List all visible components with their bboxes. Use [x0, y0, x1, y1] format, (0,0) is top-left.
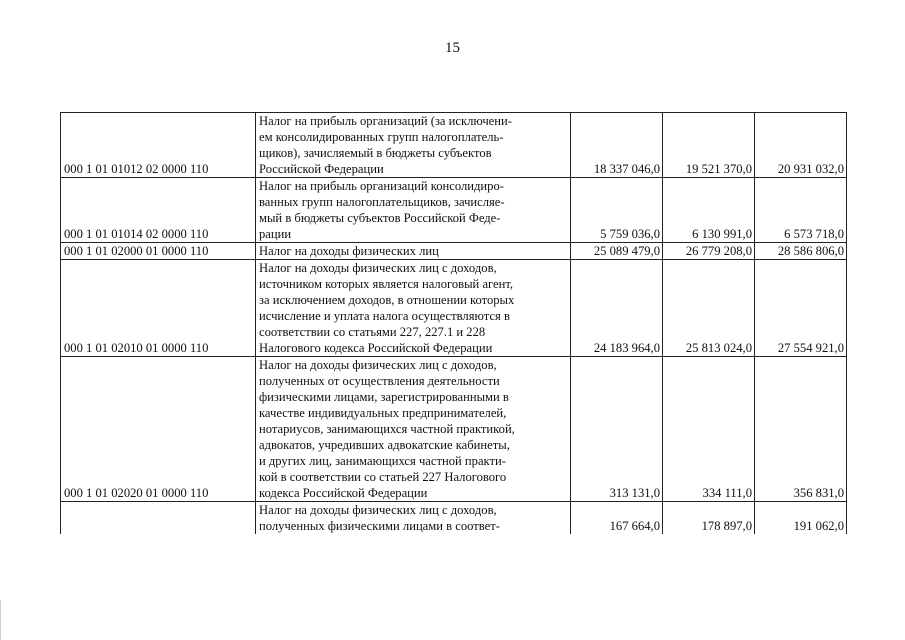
name-line: за исключением доходов, в отношении которых — [259, 293, 515, 307]
name-line: кодекса Российской Федерации — [259, 486, 428, 500]
name-line: адвокатов, учредивших адвокатские кабинеты, — [259, 438, 510, 452]
name-line: Налогового кодекса Российской Федерации — [259, 341, 493, 355]
amount-year-2: 6 130 991,0 — [663, 178, 755, 243]
revenue-code: 000 1 01 02000 01 0000 110 — [61, 243, 256, 260]
table-row — [61, 260, 847, 357]
name-line: Налог на прибыль организаций (за исключени- — [259, 114, 512, 128]
table-row — [61, 357, 847, 502]
revenue-name — [256, 260, 571, 357]
amount-year-3: 6 573 718,0 — [755, 178, 847, 243]
table-row — [61, 502, 847, 535]
revenue-code: 000 1 01 01012 02 0000 110 — [61, 113, 256, 178]
revenue-name — [256, 113, 571, 178]
amount-year-3: 191 062,0 — [755, 502, 847, 535]
table-row — [61, 178, 847, 243]
table-row — [61, 243, 847, 260]
name-line: исчисление и уплата налога осуществляются в — [259, 309, 510, 323]
revenue-code: 000 1 01 01014 02 0000 110 — [61, 178, 256, 243]
amount-year-2: 178 897,0 — [663, 502, 755, 535]
name-line: качестве индивидуальных предпринимателей, — [259, 406, 507, 420]
name-line: Налог на доходы физических лиц с доходов, — [259, 358, 497, 372]
name-line: кой в соответствии со статьей 227 Налогового — [259, 470, 507, 484]
amount-year-3: 356 831,0 — [755, 357, 847, 502]
amount-year-1: 167 664,0 — [571, 502, 663, 535]
name-line: и других лиц, занимающихся частной практи- — [259, 454, 506, 468]
name-line: Налог на прибыль организаций консолидиро- — [259, 179, 504, 193]
amount-year-1: 24 183 964,0 — [571, 260, 663, 357]
name-line: рации — [259, 227, 292, 241]
revenue-name — [256, 357, 571, 502]
amount-year-1: 25 089 479,0 — [571, 243, 663, 260]
amount-year-3: 27 554 921,0 — [755, 260, 847, 357]
name-line: Налог на доходы физических лиц с доходов, — [259, 261, 497, 275]
amount-year-1: 313 131,0 — [571, 357, 663, 502]
name-line: нотариусов, занимающихся частной практикой, — [259, 422, 515, 436]
revenue-code — [61, 502, 256, 535]
table-row — [61, 113, 847, 178]
revenue-code: 000 1 01 02010 01 0000 110 — [61, 260, 256, 357]
amount-year-2: 334 111,0 — [663, 357, 755, 502]
amount-year-1: 18 337 046,0 — [571, 113, 663, 178]
name-line: полученных физическими лицами в соответ- — [259, 519, 500, 533]
budget-revenue-table — [60, 112, 847, 534]
name-line: ванных групп налогоплательщиков, зачисляе- — [259, 195, 505, 209]
name-line: мый в бюджеты субъектов Российской Феде- — [259, 211, 501, 225]
amount-year-2: 25 813 024,0 — [663, 260, 755, 357]
name-line: источником которых является налоговый агент, — [259, 277, 514, 291]
revenue-name — [256, 243, 571, 260]
amount-year-2: 19 521 370,0 — [663, 113, 755, 178]
name-line: Российской Федерации — [259, 162, 384, 176]
name-line: физическими лицами, зарегистрированными в — [259, 390, 509, 404]
name-line: Налог на доходы физических лиц — [259, 244, 439, 258]
page-number: 15 — [445, 40, 460, 56]
name-line: ем консолидированных групп налогоплатель- — [259, 130, 504, 144]
revenue-name — [256, 502, 571, 535]
revenue-code: 000 1 01 02020 01 0000 110 — [61, 357, 256, 502]
amount-year-3: 28 586 806,0 — [755, 243, 847, 260]
name-line: щиков), зачисляемый в бюджеты субъектов — [259, 146, 492, 160]
scan-edge-line — [0, 600, 1, 640]
amount-year-1: 5 759 036,0 — [571, 178, 663, 243]
name-line: полученных от осуществления деятельности — [259, 374, 500, 388]
revenue-name — [256, 178, 571, 243]
name-line: соответствии со статьями 227, 227.1 и 228 — [259, 325, 486, 339]
amount-year-2: 26 779 208,0 — [663, 243, 755, 260]
name-line: Налог на доходы физических лиц с доходов, — [259, 503, 497, 517]
amount-year-3: 20 931 032,0 — [755, 113, 847, 178]
